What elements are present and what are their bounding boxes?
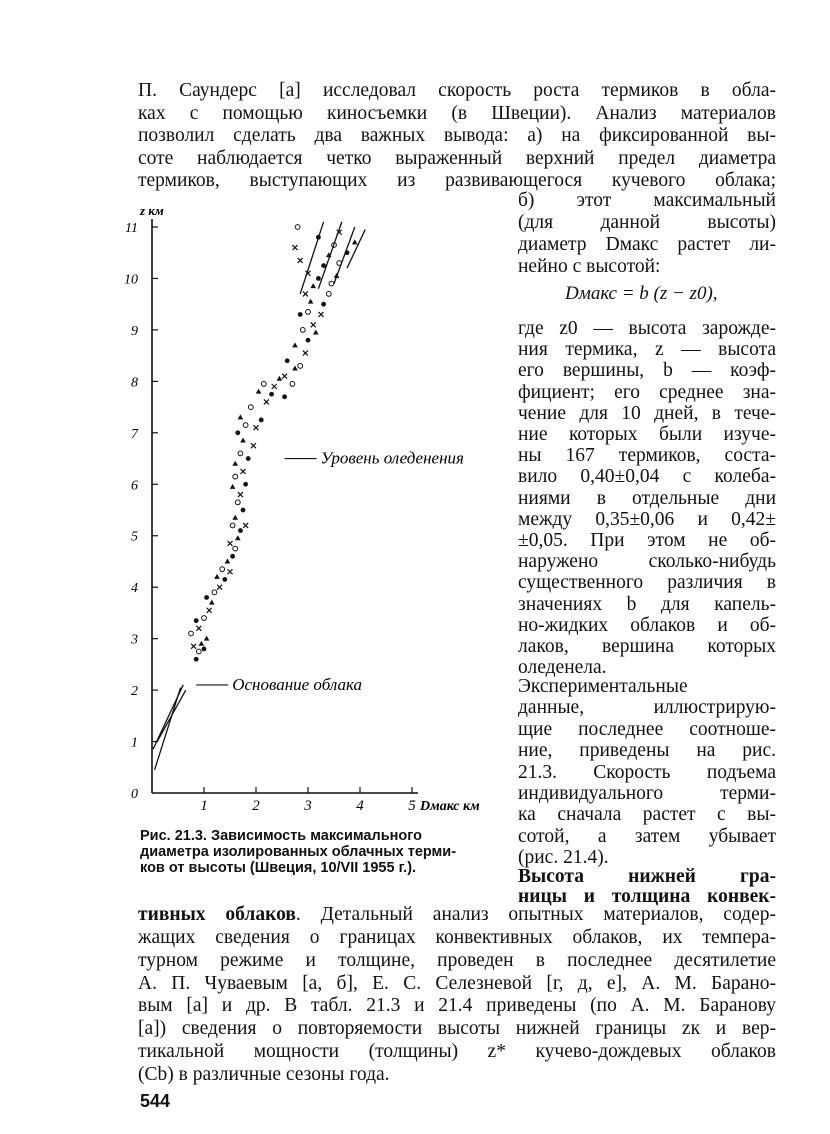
formula-dmax: Dмакс = b (z − z0), [565, 283, 718, 304]
data-point [238, 414, 244, 419]
data-point [220, 567, 225, 572]
data-point [238, 528, 243, 533]
trend-line [347, 230, 365, 269]
data-point [243, 523, 248, 528]
data-point [191, 644, 196, 649]
text-line: Высота нижней гра- [518, 866, 776, 887]
text-line: ния термика, z — высота [518, 339, 776, 361]
caption-line: Рис. 21.3. Зависимость максимального [140, 828, 422, 844]
text-line: щие последнее соотноше- [518, 718, 776, 740]
caption-line: ков от высоты (Швеция, 10/VII 1955 г.). [140, 860, 417, 876]
data-point [241, 469, 246, 474]
data-point [292, 342, 298, 347]
y-tick-label: 6 [131, 478, 138, 494]
data-point [194, 618, 199, 623]
data-point [290, 382, 295, 387]
text-line: 21.3. Скорость подъема [518, 761, 776, 783]
data-point [235, 535, 241, 540]
y-tick-label: 3 [131, 632, 138, 648]
data-point [209, 600, 215, 605]
x-tick-label: 1 [200, 798, 208, 814]
data-point [306, 310, 311, 315]
text-line: чение для 10 дней, в тече- [518, 402, 776, 424]
data-point [261, 382, 266, 387]
annotation-label: Основание облака [232, 674, 363, 694]
data-point [300, 328, 305, 333]
data-point [196, 649, 201, 654]
text-line: наружено сколько-нибудь [518, 551, 776, 573]
data-point [306, 338, 311, 343]
data-point [311, 322, 316, 327]
data-point [235, 430, 240, 435]
data-point [298, 258, 303, 263]
data-point [313, 329, 319, 334]
text-line: А. П. Чуваевым [а, б], Е. С. Селезневой [г, д, е], А. М. Барано- [138, 972, 776, 994]
text-line: П. Саундерс [а] исследовал скорость роста термиков в обла- [138, 80, 776, 101]
text-line: жащих сведения о границах конвективных облаков, их темпера- [138, 927, 776, 948]
text-line: тикальной мощности (толщины) z* кучево-дождевых облаков [138, 1041, 776, 1062]
x-tick-label: 5 [408, 798, 416, 814]
x-tick-label: 3 [304, 798, 312, 814]
data-point [316, 235, 321, 240]
data-point [293, 245, 298, 250]
text-line: ние которых были изуче- [518, 424, 776, 445]
annotation-label: Уровень оледенения [320, 448, 464, 468]
text-line: существенного различия в [518, 572, 776, 594]
y-tick-label: 5 [131, 529, 138, 545]
data-point [310, 283, 316, 288]
text-line: б) этот максимальный [518, 190, 776, 211]
data-point [352, 239, 358, 244]
data-point [264, 399, 269, 404]
caption-line: диаметра изолированных облачных терми- [140, 844, 457, 860]
y-tick-label: 0 [131, 787, 138, 802]
text-line: (рис. 21.4). [518, 847, 609, 869]
text-line: турном режиме и толщине, проведен в последнее десятилетие [138, 949, 776, 971]
data-point [230, 484, 236, 489]
text-line: нейно с высотой: [518, 256, 661, 277]
text-line: ка сначала растет с вы- [518, 804, 776, 826]
data-point [233, 474, 238, 479]
text-line: сотой, а затем убывает [518, 825, 776, 847]
y-tick-label: 8 [131, 375, 138, 391]
data-point [233, 546, 238, 551]
text-line: Экспериментальные [518, 676, 688, 697]
data-point [272, 384, 277, 389]
text-line: данные, иллюстрирую- [518, 697, 776, 719]
data-point [329, 281, 334, 286]
data-point [303, 351, 308, 356]
text-line: ние, приведены на рис. [518, 740, 776, 762]
data-point [214, 574, 220, 579]
data-point [285, 358, 290, 363]
y-tick-label: 2 [131, 684, 138, 700]
data-point [235, 500, 240, 505]
text-line: ниями в отдельные дни [518, 487, 776, 509]
y-tick-label: 11 [125, 221, 138, 236]
data-point [319, 312, 324, 317]
text-line: значениях b для капель- [518, 593, 776, 615]
data-point [282, 374, 287, 379]
data-point [225, 558, 231, 563]
data-point [232, 461, 238, 466]
data-point [189, 631, 194, 636]
data-point [207, 608, 212, 613]
page-number: 544 [140, 1091, 171, 1111]
data-point [202, 647, 207, 652]
text-line: позволил сделать два важных вывода: а) на фиксированной вы- [138, 125, 776, 146]
data-point [282, 394, 287, 399]
data-point [308, 299, 314, 304]
x-axis-label: Dмакс км [420, 799, 480, 814]
y-tick-label: 9 [131, 323, 138, 339]
text-line: индивидуального терми- [518, 783, 776, 804]
data-point [326, 291, 331, 296]
data-point [256, 389, 262, 394]
data-point [321, 302, 326, 307]
y-tick-label: 7 [131, 426, 138, 442]
y-tick-label: 4 [131, 581, 138, 597]
data-point [277, 376, 283, 381]
text-line: соте наблюдается четко выраженный верхний предел диаметра [138, 147, 776, 169]
text-line: ны 167 термиков, соста- [518, 445, 776, 467]
data-point [334, 273, 340, 278]
data-point [240, 438, 246, 443]
data-point [230, 523, 235, 528]
data-point [295, 225, 300, 230]
data-point [269, 392, 274, 397]
text-line: ницы и толщина конвек- [518, 886, 776, 907]
data-point [246, 456, 251, 461]
x-tick-label: 2 [252, 798, 260, 814]
data-point [204, 595, 209, 600]
data-point [202, 616, 207, 621]
text-line: его вершины, b — коэф- [518, 360, 776, 382]
y-tick-label: 10 [124, 272, 138, 288]
text-line: (Cb) в различные сезоны года. [138, 1063, 390, 1085]
data-point [254, 425, 259, 430]
data-point [243, 423, 248, 428]
data-point [196, 626, 201, 631]
data-point [345, 250, 350, 255]
data-point [316, 276, 321, 281]
data-point [298, 312, 303, 317]
data-point [321, 263, 326, 268]
data-point [303, 291, 308, 296]
text-line: лаков, вершина которых [518, 636, 776, 657]
base-line [157, 690, 186, 741]
data-point [298, 364, 303, 369]
data-point [248, 405, 253, 410]
data-point [230, 554, 235, 559]
text-line: вило 0,40±0,04 с колеба- [518, 466, 776, 488]
y-axis-label: z км [140, 203, 164, 218]
data-point [243, 482, 248, 487]
paragraph-bottom-first-line-text: . Детальный анализ опытных материалов, содер- [295, 904, 776, 925]
data-point [259, 418, 264, 423]
text-line: ках с помощью киносъемки (в Швеции). Анализ материалов [138, 102, 776, 124]
text-line: где z0 — высота зарожде- [518, 318, 776, 339]
y-tick-label: 1 [131, 735, 138, 751]
data-point [222, 577, 227, 582]
data-point [194, 657, 199, 662]
x-tick-label: 4 [356, 798, 364, 814]
text-line: но-жидких облаков и об- [518, 614, 776, 636]
text-line: фициент; его среднее зна- [518, 381, 776, 403]
data-point [241, 508, 246, 513]
text-line: (для данной высоты) [518, 212, 776, 233]
text-line: ±0,05. При этом не об- [518, 530, 776, 551]
data-point [251, 443, 256, 448]
text-line: термиков, выступающих из развивающегося кучевого облака; [138, 170, 776, 191]
data-point [217, 585, 222, 590]
text-line: оледенела. [518, 657, 607, 679]
paragraph-bottom-first-line [138, 904, 776, 926]
data-point [232, 515, 238, 520]
heading-tail: тивных облаков [138, 904, 296, 925]
data-point [199, 641, 205, 646]
text-line: вым [а] и др. В табл. 21.3 и 21.4 приведены (по А. М. Баранову [138, 995, 776, 1017]
text-line: [а]) сведения о повторяемости высоты нижней границы zк и вер- [138, 1018, 776, 1040]
data-point [292, 366, 298, 371]
scatter-chart [120, 195, 500, 835]
data-point [228, 541, 233, 546]
data-point [212, 590, 217, 595]
text-line: диаметр Dмакс растет ли- [518, 234, 776, 255]
data-point [228, 569, 233, 574]
data-point [204, 636, 210, 641]
data-point [238, 451, 243, 456]
data-point [238, 492, 243, 497]
text-line: между 0,35±0,06 и 0,42± [518, 508, 776, 530]
